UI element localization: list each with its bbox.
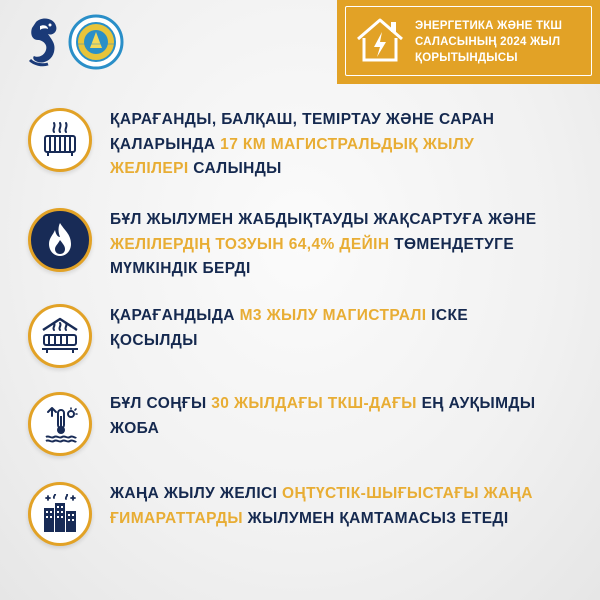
item-highlight: ЖЕЛІЛЕРДІҢ ТОЗУЫН 64,4% ДЕЙІН: [110, 235, 390, 253]
item-text-part: ЕҢ АУҚЫМДЫ ЖОБА: [110, 395, 536, 437]
radiator-icon: [40, 120, 80, 160]
item-text-part: ЖЫЛУМЕН ҚАМТАМАСЫЗ ЕТЕДІ: [242, 509, 509, 527]
title-banner: [337, 0, 600, 84]
list-item: [28, 304, 588, 376]
item-text: [110, 208, 550, 282]
item-icon-circle: [28, 208, 92, 272]
item-text-part: БҰЛ СОҢҒЫ: [110, 395, 212, 412]
item-icon-circle: [28, 304, 92, 368]
heating-pipes-house-icon: [39, 316, 81, 356]
snow-leopard-emblem-icon: [26, 16, 62, 68]
item-highlight: 30 ЖЫЛДАҒЫ ТКШ-ДАҒЫ: [211, 395, 417, 412]
item-text-part: ІСКЕ ҚОСЫЛДЫ: [110, 307, 469, 349]
logos: [26, 14, 124, 70]
item-text: [110, 392, 550, 441]
item-highlight: М3 ЖЫЛУ МАГИСТРАЛІ: [239, 307, 427, 324]
item-icon-circle: [28, 482, 92, 546]
item-text: [110, 304, 550, 353]
item-icon-circle: [28, 392, 92, 456]
item-highlight: 17 КМ МАГИСТРАЛЬДЫҚ ЖЫЛУ ЖЕЛІЛЕРІ: [110, 135, 475, 177]
banner-title: [415, 18, 596, 66]
banner-line-1: ЭНЕРГЕТИКА ЖӘНЕ ТКШ: [415, 20, 563, 32]
item-text-part: САЛЫНДЫ: [188, 160, 282, 177]
item-text: [110, 108, 550, 182]
banner-line-2: САЛАСЫНЫҢ 2024 ЖЫЛ: [415, 36, 561, 48]
house-lightning-icon: [355, 16, 405, 64]
item-text-part: БҰЛ ЖЫЛУМЕН ЖАБДЫҚТАУДЫ ЖАҚСАРТУҒА ЖӘНЕ: [110, 211, 537, 228]
list-item: [28, 482, 588, 554]
item-highlight: ОҢТҮСТІК-ШЫҒЫСТАҒЫ ЖАҢА ҒИМАРАТТАРДЫ: [110, 485, 533, 527]
gas-flame-icon: [40, 220, 80, 260]
banner-line-3: ҚОРЫТЫНДЫСЫ: [415, 52, 518, 64]
item-icon-circle: [28, 108, 92, 172]
item-text-part: ҚАРАҒАНДЫ, БАЛҚАШ, ТЕМІРТАУ ЖӘНЕ САРАН ҚАЛАРЫНДА: [110, 111, 495, 153]
item-text-part: ЖАҢА ЖЫЛУ ЖЕЛІСІ: [110, 485, 283, 502]
item-text-part: ҚАРАҒАНДЫДА: [110, 307, 240, 324]
city-buildings-icon: [40, 494, 80, 534]
item-text: [110, 482, 550, 531]
list-item: [28, 208, 588, 280]
item-text-part: ТӨМЕНДЕТУГЕ МҮМКІНДІК БЕРДІ: [110, 235, 515, 277]
karaganda-region-emblem-icon: [68, 14, 124, 70]
thermometer-heat-icon: [40, 404, 80, 444]
list-item: [28, 392, 588, 464]
list-item: [28, 108, 588, 180]
